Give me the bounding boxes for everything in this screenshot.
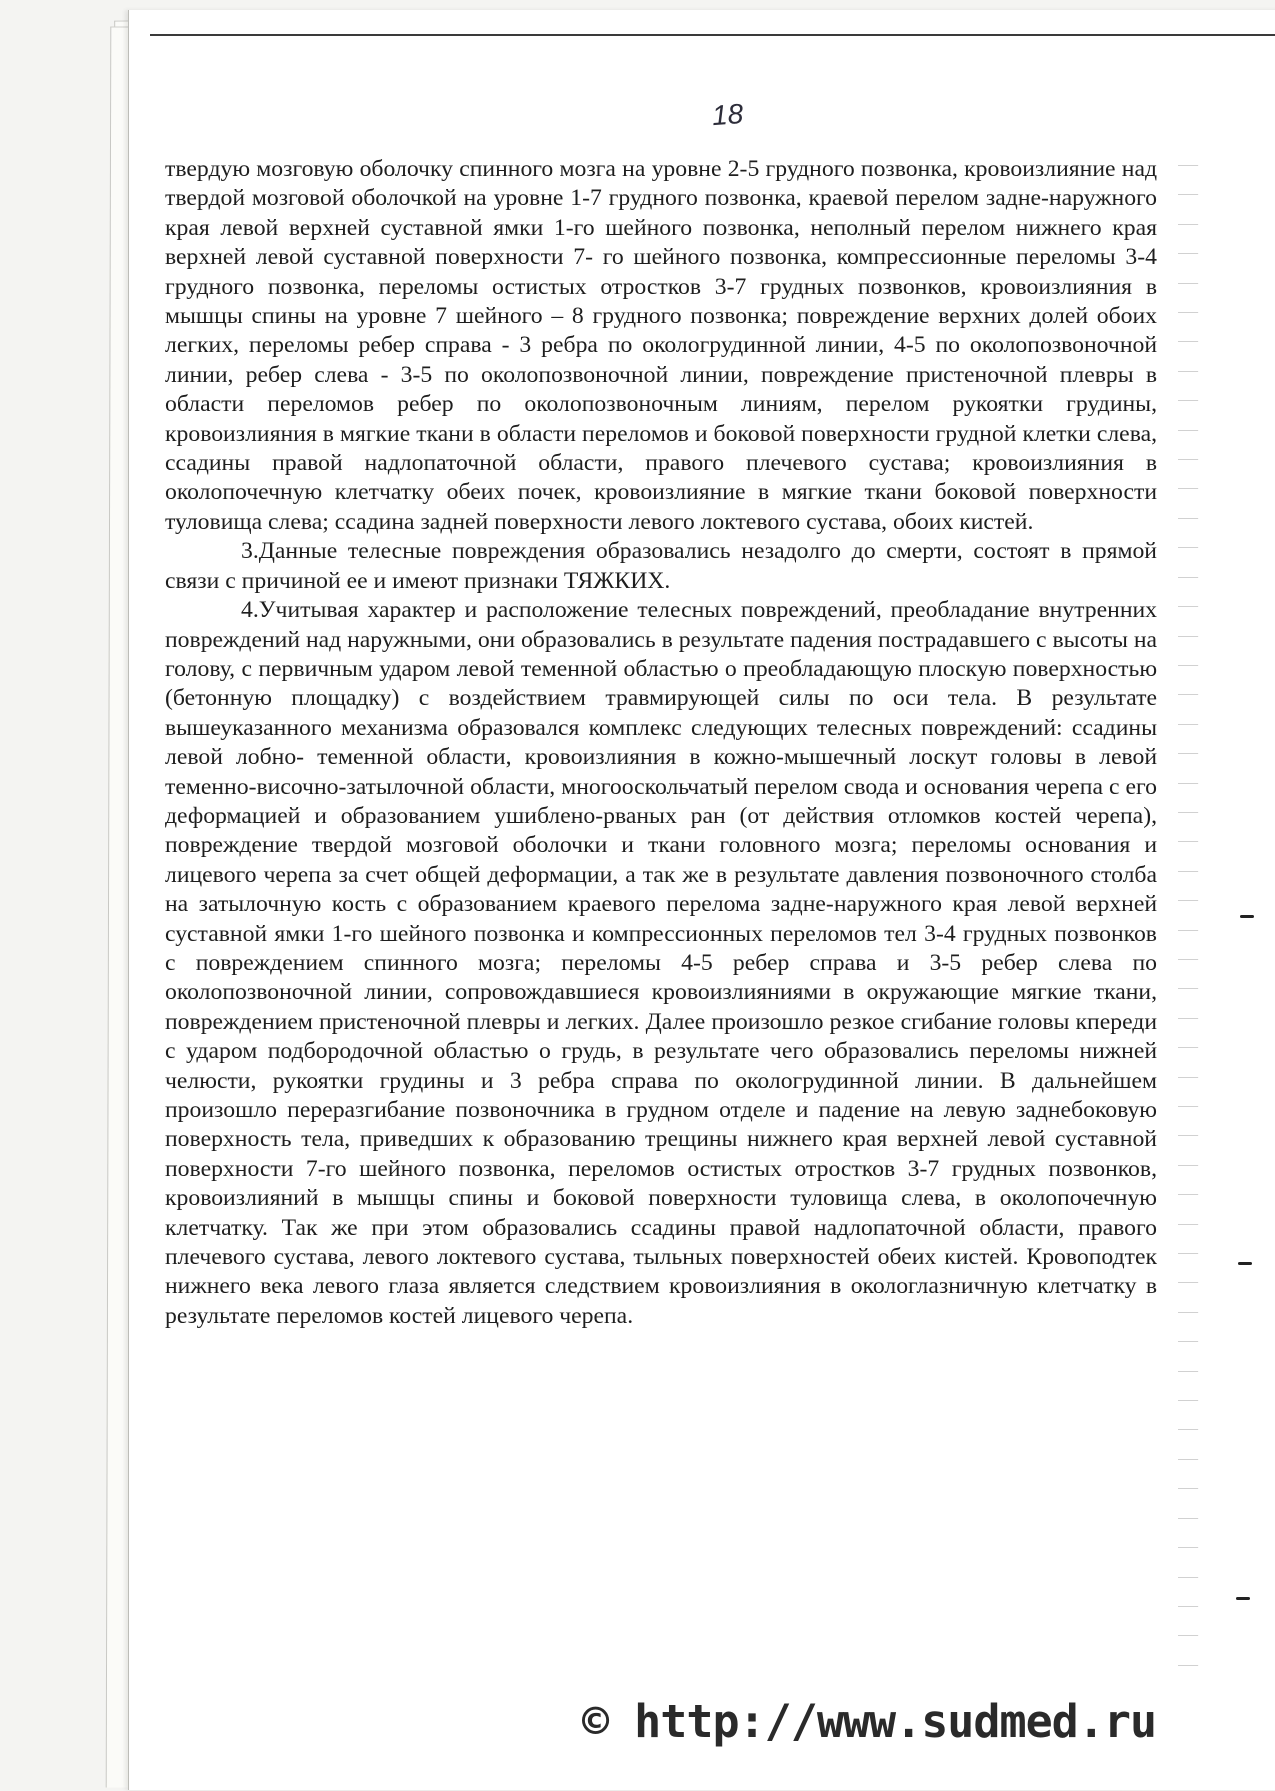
text-line: обоих кистей. [893, 508, 1034, 535]
text-line: повреждение пристеночной плевры в области переломов ребер по [165, 361, 1157, 418]
text-line: позвонка, неполный перелом нижнего края верхней левой суставной поверхности 7- [165, 214, 1158, 271]
text-line: теменной области, кровоизлияния в кожно-мышечный лоскут головы в левой [317, 744, 1158, 771]
text-line: слева по околопозвоночной линии, сопровождавшиеся кровоизлияниями в [165, 949, 1158, 1006]
text-line: околопозвоночной линии, ребер слева - 3-5 по околопозвоночной линии, [165, 332, 1158, 388]
text-line: головного мозга; переломы основания и лицевого черепа за счет общей деформации, [165, 832, 1157, 888]
text-line: переломы ребер справа - 3 ребра по окологрудинной линии, 4-5 по [248, 332, 961, 359]
text-line: грудных позвонков, кровоизлияний в мышцы спины и боковой поверхности [165, 1155, 1158, 1212]
text-line: околопозвоночным линиям, перелом рукоятки грудины, кровоизлияния в мягкие [165, 391, 1158, 447]
text-line: суставной поверхности 7-го шейного позвонка, переломов остистых отростков 3-7 [165, 1126, 1157, 1182]
text-line: уровне 7 шейного – 8 грудного позвонка; повреждение верхних долей обоих легких, [165, 303, 1157, 359]
text-line: внутренних повреждений над наружными, они образовались в результате падения [165, 597, 1158, 653]
paragraph-4 [165, 596, 1157, 1331]
text-line: 3.Данные телесные повреждения образовались незадолго до смерти, состоят в [241, 538, 1072, 565]
text-line: краевой перелом задне-наружного края левой верхней суставной ямки 1-го шейного [165, 185, 1158, 241]
text-line: глаза является следствием кровоизлияния в окологлазничную клетчатку в результате [165, 1273, 1158, 1329]
top-rule [150, 34, 1275, 36]
text-line: правой надлопаточной области, правого плечевого сустава, левого локтевого [165, 1214, 1157, 1271]
text-line: го шейного позвонка, компрессионные переломы 3-4 грудного позвонка, переломы [165, 244, 1157, 300]
text-line: остистых отростков 3-7 грудных позвонков, кровоизлияния в мышцы спины на [165, 273, 1157, 330]
text-line: и 3 ребра справа по окологрудинной линии. В дальнейшем произошло [165, 1067, 1157, 1123]
text-line: окружающие мягкие ткани, повреждением пристеночной плевры и легких. Далее [165, 979, 1158, 1035]
text-line: околопочечную клетчатку обеих почек, кровоизлияние в мягкие ткани боковой [165, 479, 1017, 506]
text-line: кровоизлияние над твердой мозговой оболочкой на уровне 1-7 грудного позвонка, [165, 156, 1158, 212]
paragraph-2-continuation [165, 155, 1157, 537]
text-line: прямой связи с причиной ее и имеют признаки ТЯЖКИХ. [165, 538, 1157, 594]
text-line: основания черепа с его деформацией и образованием ушиблено-рваных ран (от [165, 773, 1158, 829]
text-line: позвонков с повреждением спинного мозга; переломы 4-5 ребер справа и 3-5 ребер [165, 920, 1157, 976]
text-line: туловища слева, в околопочечную клетчатку. Так же при этом образовались ссадины [165, 1185, 1157, 1241]
text-line: переразгибание позвоночника в грудном отделе и падение на левую заднебоковую [287, 1097, 1158, 1123]
page-number: 18 [710, 97, 745, 132]
text-line: ямки 1-го шейного позвонка и компрессионных переломов тел 3-4 грудных [274, 920, 1047, 947]
text-line: пострадавшего с высоты на голову, с первичным ударом левой теменной областью [165, 626, 1158, 682]
text-line: правой надлопаточной области, правого плечевого сустава; кровоизлияния в [272, 450, 1158, 477]
watermark-text: © http://www.sudmed.ru [582, 1695, 1157, 1748]
text-line: переломов костей лицевого черепа. [276, 1302, 634, 1329]
text-line: поверхности туловища слева; ссадина задней поверхности левого локтевого сустава, [165, 479, 1158, 535]
text-line: травмирующей силы по оси тела. В результате вышеуказанного механизма [165, 685, 1158, 741]
text-line: образовался комплекс следующих телесных повреждений: ссадины левой лобно- [165, 714, 1157, 771]
text-line: твердую мозговую оболочку спинного мозга на уровне 2-5 грудного позвонка, [165, 156, 958, 182]
text-line: а так же в результате давления позвоночного столба на затылочную кость с [165, 861, 1157, 918]
text-line: 4.Учитывая характер и расположение телесных повреждений, преобладание [241, 597, 1030, 624]
body-text [165, 155, 1157, 1331]
text-line: поверхность тела, приведших к образованию трещины нижнего края верхней левой [165, 1126, 1046, 1153]
bleed-through-text: — — — — — — — — — — — — — — — — — — — — — — — — — — — — — — — — — — — — — — — — — — — — — — — — — — — — [1178, 153, 1198, 1675]
text-line: теменно-височно-затылочной области, многооскольчатый перелом свода и [165, 773, 918, 800]
text-line: грудь, в результате чего образовались переломы нижней челюсти, рукоятки грудины [165, 1038, 1158, 1094]
text-line: сустава, тыльных поверхностей обеих кистей. Кровоподтек нижнего века левого [165, 1244, 1158, 1300]
margin-mark [1238, 1262, 1252, 1265]
text-line: произошло резкое сгибание головы кпереди с ударом подбородочной областью о [165, 1008, 1157, 1065]
margin-mark [1236, 1597, 1250, 1600]
paragraph-3 [165, 537, 1157, 596]
text-line: образованием краевого перелома задне-наружного края левой верхней суставной [165, 891, 1158, 947]
text-line: действия отломков костей черепа), повреждение твердой мозговой оболочки и ткани [165, 802, 1158, 859]
text-line: ткани в области переломов и боковой поверхности грудной клетки слева, ссадины [165, 420, 1157, 477]
margin-mark [1240, 915, 1254, 918]
text-line: о преобладающую плоскую поверхностью (бетонную площадку) с воздействием [165, 655, 1158, 712]
